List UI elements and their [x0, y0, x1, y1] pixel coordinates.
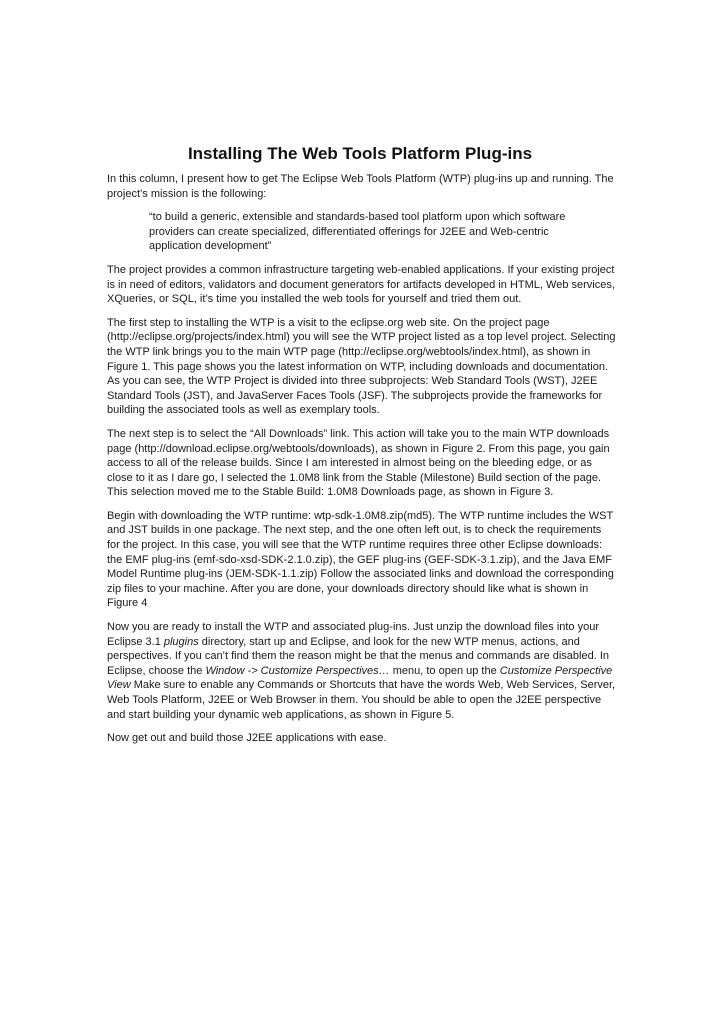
install-text-3: menu, to open up the	[389, 664, 500, 677]
closing-paragraph: Now get out and build those J2EE applications with ease.	[107, 732, 387, 745]
document-title: Installing The Web Tools Platform Plug-ins	[187, 144, 533, 163]
downloads-paragraph: The next step is to select the “All Downloads” link. This action will take you to the main WTP downloads page (http://download.eclipse.org/webtools/downloads), as shown in Figure 2. From this page, you gain access to all of the release builds. Since I am interested in almost being on the bleeding edge, or as close to it as I dare go, I selected the 1.0M8 link from the Stable (Milestone) Build section of the page. This selection moved me to the Stable Build: 1.0M8 Downloads page, as shown in Figure 3.	[107, 427, 610, 499]
runtime-paragraph: Begin with downloading the WTP runtime: wtp-sdk-1.0M8.zip(md5). The WTP runtime includes the WST and JST builds in one package. The next step, and the one often left out, is to check the requirements for the project. In this case, you will see that the WTP runtime requires three other Eclipse downloads: the EMF plug-ins (emf-sdo-xsd-SDK-2.1.0.zip), the GEF plug-ins (GEF-SDK-3.1.zip), and the Java EMF Model Runtime plug-ins (JEM-SDK-1.1.zip) Follow the associated links and download the corresponding zip files to your machine. After you are done, your downloads directory should like what is shown in Figure 4	[107, 509, 614, 610]
article-body	[107, 172, 617, 755]
infrastructure-paragraph: The project provides a common infrastructure targeting web-enabled applications. If your existing project is in need of editors, validators and document generators for artifacts developed in HTML, Web services, XQueries, or SQL, it’s time you installed the web tools for yourself and tried them out.	[107, 263, 615, 306]
customize-menu-path: Window -> Customize Perspectives…	[205, 664, 390, 677]
install-paragraph	[107, 620, 617, 722]
install-text-2: directory, start up and Eclipse, and look for the new WTP menus, actions, and perspectives. If you can’t find them the reason might be that the menus and commands are disabled. In Eclipse, choose the	[107, 635, 610, 677]
install-text-1: Now you are ready to install the WTP and associated plug-ins. Just unzip the download files into your Eclipse 3.1	[107, 621, 600, 648]
first-step-paragraph: The first step to installing the WTP is a visit to the eclipse.org web site. On the project page (http://eclipse.org/projects/index.html) you will see the WTP project listed as a top level project. Selecting the WTP link brings you to the main WTP page (http://eclipse.org/webtools/index.html), as shown in Figure 1. This page shows you the latest information on WTP, including downloads and documentation. As you can see, the WTP Project is divided into three subprojects: Web Standard Tools (WST), J2EE Standard Tools (JST), and JavaServer Faces Tools (JSF). The subprojects provide the frameworks for building the associated tools as well as exemplary tools.	[107, 316, 616, 417]
mission-quote: “to build a generic, extensible and standards-based tool platform upon which software providers can create specialized, differentiated offerings for J2EE and Web-centric application development”	[149, 211, 566, 253]
install-text-4: Make sure to enable any Commands or Shortcuts that have the words Web, Web Services, Server, Web Tools Platform, J2EE or Web Browser in them. You should be able to open the J2EE perspective and start building your dynamic web applications, as shown in Figure 5.	[107, 679, 616, 721]
customize-view-term: Customize Perspective View	[107, 664, 613, 692]
intro-paragraph: In this column, I present how to get The Eclipse Web Tools Platform (WTP) plug-ins up and running. The project’s mission is the following:	[107, 173, 614, 200]
plugins-directory-term: plugins	[163, 635, 199, 648]
